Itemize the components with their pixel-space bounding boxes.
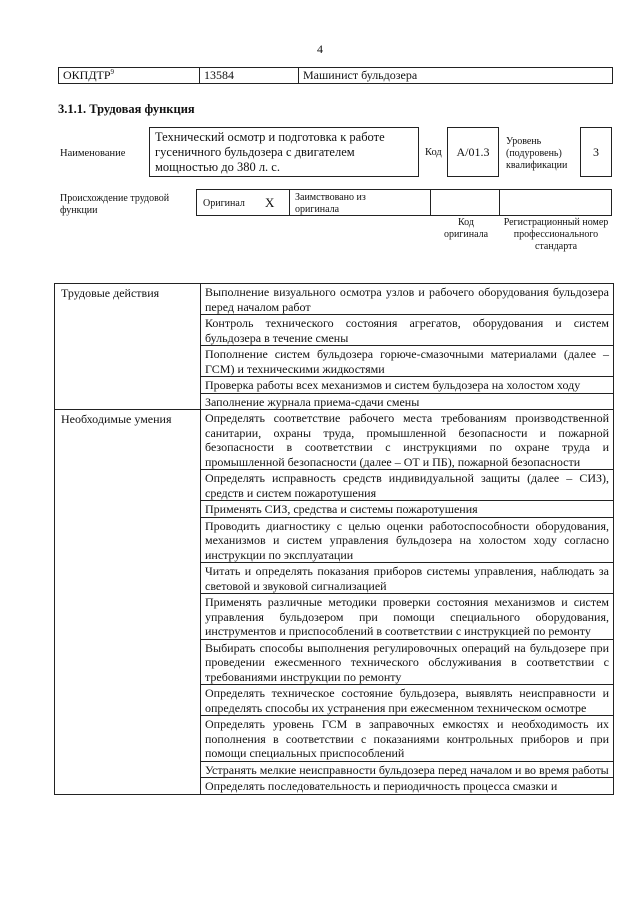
table-cell: Определять соответствие рабочего места требованиям производственной санитарии, охраны труда, промышленной безопасности и пожарной безопасности в соответствии с инструкциями по охране труда и промышленной безопасности (далее – ОТ и ПБ), пожарной безопасности <box>201 410 614 470</box>
code-box <box>447 127 499 177</box>
table-cell: Проводить диагностику с целью оценки работоспособности оборудования, механизмов и систем управления бульдозера на холостом ходу согласно инструкции по эксплуатации <box>201 517 614 563</box>
table-cell: Определять последовательность и периодичность процесса смазки и <box>201 778 614 795</box>
level-box <box>580 127 612 177</box>
original-label: Оригинал <box>203 198 245 209</box>
reg-number-caption: Регистрационный номер профессионального стандарта <box>503 217 609 252</box>
reg-number-cell <box>499 189 612 216</box>
table-row <box>55 284 614 315</box>
function-table <box>54 283 614 795</box>
borrowed-cell <box>289 189 431 216</box>
table-cell: Контроль технического состояния агрегатов, оборудования и систем бульдозера в течение смены <box>201 315 614 346</box>
function-code: A/01.3 <box>456 145 490 159</box>
page-number: 4 <box>317 42 323 56</box>
borrowed-label: Заимствовано из оригинала <box>295 192 366 215</box>
level-label: Уровень (подуровень) квалификации <box>506 136 568 171</box>
table-cell: Выбирать способы выполнения регулировочных операций на бульдозере при проведении ежесменного технического обслуживания в соответствии с требованиями инструкции по ремонту <box>201 639 614 685</box>
actions-label: Трудовые действия <box>55 284 201 410</box>
table-cell: Читать и определять показания приборов системы управления, наблюдать за световой и звуковой сигнализацией <box>201 563 614 594</box>
original-mark: X <box>265 195 275 210</box>
level-value: 3 <box>593 145 599 159</box>
okpdtr-footnote: 9 <box>110 68 115 76</box>
table-cell: Применять СИЗ, средства и системы пожаротушения <box>201 501 614 518</box>
table-row <box>55 410 614 470</box>
function-name: Технический осмотр и подготовка к работе гусеничного бульдозера с двигателем мощностью до 380 л. с. <box>155 130 385 174</box>
table-cell: Выполнение визуального осмотра узлов и рабочего оборудования бульдозера перед началом работ <box>201 284 614 315</box>
section-title: 3.1.1. Трудовая функция <box>58 102 195 116</box>
table-cell: Определять исправность средств индивидуальной защиты (далее – СИЗ), средств и систем пожаротушения <box>201 470 614 501</box>
table-cell: Заполнение журнала приема-сдачи смены <box>201 393 614 410</box>
table-cell: Проверка работы всех механизмов и систем бульдозера на холостом ходу <box>201 377 614 394</box>
table-cell: Определять техническое состояние бульдозера, выявлять неисправности и определять способы их устранения при ежесменном техническом осмотре <box>201 685 614 716</box>
origin-code-caption: Код оригинала <box>443 217 489 240</box>
origin-code-cell <box>430 189 500 216</box>
table-cell: Определять уровень ГСМ в заправочных емкостях и необходимость их пополнения в соответствии с показаниями контрольных приборов и при помощи специальных приспособлений <box>201 716 614 762</box>
code-label: Код <box>425 147 442 158</box>
origin-label: Происхождение трудовой функции <box>60 193 170 216</box>
original-cell <box>196 189 290 216</box>
okpdtr-name: Машинист бульдозера <box>299 68 613 84</box>
okpdtr-label: ОКПДТР <box>63 68 111 82</box>
name-label: Наименование <box>60 148 126 159</box>
skills-label: Необходимые умения <box>55 410 201 795</box>
function-name-box <box>149 127 419 177</box>
table-cell: Применять различные методики проверки состояния механизмов и систем управления бульдозером при помощи специального оборудования, инструментов и приспособлений в соответствии с инструкцией по ремонту <box>201 594 614 640</box>
okpdtr-code: 13584 <box>200 68 299 84</box>
table-cell: Устранять мелкие неисправности бульдозера перед началом и во время работы <box>201 761 614 778</box>
table-cell: Пополнение систем бульдозера горюче-смазочными материалами (далее – ГСМ) и техническими жидкостями <box>201 346 614 377</box>
okpdtr-label-cell <box>59 68 200 84</box>
okpdtr-table <box>58 67 613 84</box>
